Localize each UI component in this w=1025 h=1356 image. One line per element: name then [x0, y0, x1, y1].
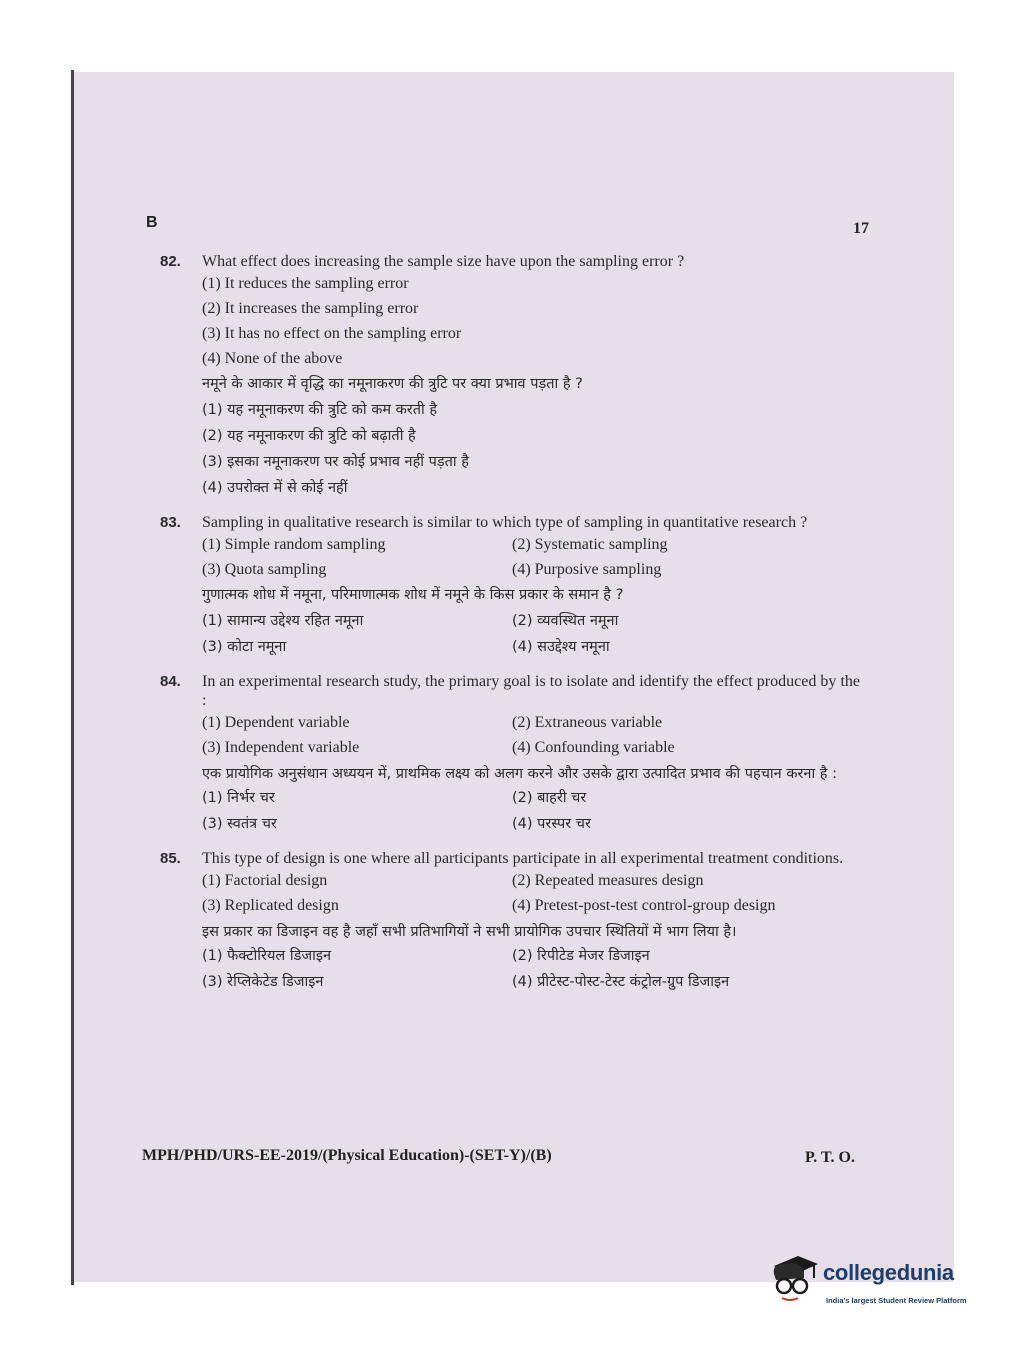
question-number: 84.: [160, 673, 181, 690]
option-hi: (4) परस्पर चर: [512, 816, 591, 832]
question-text-hi: एक प्रायोगिक अनुसंधान अध्ययन में, प्राथमिक लक्ष्य को अलग करने और उसके द्वारा उत्पादित प्रभाव की पहचान करना है :: [202, 766, 837, 782]
question-text-en: What effect does increasing the sample size have upon the sampling error ?: [202, 253, 685, 270]
options-en: [202, 532, 860, 582]
option-en: (3) It has no effect on the sampling error: [202, 325, 462, 342]
question-text-en: Sampling in qualitative research is similar to which type of sampling in quantitative research ?: [202, 514, 808, 531]
option-hi: (2) यह नमूनाकरण की त्रुटि को बढ़ाती है: [202, 428, 416, 444]
question-text-hi: गुणात्मक शोध में नमूना, परिमाणात्मक शोध में नमूने के किस प्रकार के समान है ?: [202, 587, 624, 603]
question-85: [160, 849, 860, 995]
option-hi: (3) कोटा नमूना: [202, 639, 287, 655]
options-hi: [202, 943, 860, 995]
question-text-en: This type of design is one where all participants participate in all experimental treatment conditions.: [202, 850, 844, 867]
options-hi: [202, 785, 860, 837]
option-hi: (1) निर्भर चर: [202, 790, 275, 806]
option-hi: (1) यह नमूनाकरण की त्रुटि को कम करती है: [202, 402, 438, 418]
question-number: 85.: [160, 850, 181, 867]
options-hi: [202, 608, 860, 660]
question-text-hi: इस प्रकार का डिजाइन वह है जहाँ सभी प्रतिभागियों ने सभी प्रायोगिक उपचार स्थितियों में भाग लिया है।: [202, 924, 737, 940]
option-hi: (3) इसका नमूनाकरण पर कोई प्रभाव नहीं पड़ता है: [202, 454, 469, 470]
exam-code: MPH/PHD/URS-EE-2019/(Physical Education)-(SET-Y)/(B): [142, 1147, 552, 1164]
question-number: 83.: [160, 514, 181, 531]
option-en: (2) Extraneous variable: [512, 714, 663, 731]
option-hi: (3) रेप्लिकेटेड डिजाइन: [202, 974, 324, 990]
options-en: [202, 868, 860, 918]
question-82: [160, 252, 860, 501]
collegedunia-logo: [768, 1248, 998, 1318]
option-hi: (1) फैक्टोरियल डिजाइन: [202, 948, 332, 964]
question-text-hi: नमूने के आकार में वृद्धि का नमूनाकरण की त्रुटि पर क्या प्रभाव पड़ता है ?: [202, 376, 583, 392]
option-en: (1) Factorial design: [202, 872, 328, 889]
option-en: (3) Replicated design: [202, 897, 339, 914]
option-en: (1) Dependent variable: [202, 714, 350, 731]
logo-wordmark: collegedunia: [823, 1260, 954, 1285]
question-list: [160, 252, 860, 1007]
option-hi: (4) उपरोक्त में से कोई नहीं: [202, 480, 348, 496]
graduate-face-icon: [768, 1252, 820, 1306]
page-number: 17: [853, 220, 869, 237]
question-84: [160, 672, 860, 837]
option-en: (3) Quota sampling: [202, 561, 327, 578]
option-en: (2) It increases the sampling error: [202, 300, 419, 317]
question-83: [160, 513, 860, 660]
question-number: 82.: [160, 253, 181, 270]
option-hi: (2) बाहरी चर: [512, 790, 587, 806]
pto-label: P. T. O.: [805, 1149, 855, 1166]
option-en: (3) Independent variable: [202, 739, 360, 756]
option-en: (1) It reduces the sampling error: [202, 275, 409, 292]
option-hi: (3) स्वतंत्र चर: [202, 816, 277, 832]
option-en: (4) Pretest-post-test control-group design: [512, 897, 776, 914]
option-en: (2) Repeated measures design: [512, 872, 704, 889]
option-en: (4) None of the above: [202, 350, 343, 367]
option-hi: (4) सउद्देश्य नमूना: [512, 639, 610, 655]
option-en: (2) Systematic sampling: [512, 536, 668, 553]
option-en: (4) Confounding variable: [512, 739, 675, 756]
options-en: [202, 710, 860, 760]
option-hi: (4) प्रीटेस्ट-पोस्ट-टेस्ट कंट्रोल-ग्रुप डिजाइन: [512, 974, 730, 990]
question-text-en: In an experimental research study, the primary goal is to isolate and identify the effect produced by the :: [202, 673, 860, 709]
logo-tagline: India's largest Student Review Platform: [826, 1296, 967, 1305]
option-hi: (2) व्यवस्थित नमूना: [512, 613, 619, 629]
option-hi: (1) सामान्य उद्देश्य रहित नमूना: [202, 613, 364, 629]
option-en: (4) Purposive sampling: [512, 561, 662, 578]
option-en: (1) Simple random sampling: [202, 536, 386, 553]
option-hi: (2) रिपीटेड मेजर डिजाइन: [512, 948, 650, 964]
set-letter: B: [146, 214, 158, 231]
